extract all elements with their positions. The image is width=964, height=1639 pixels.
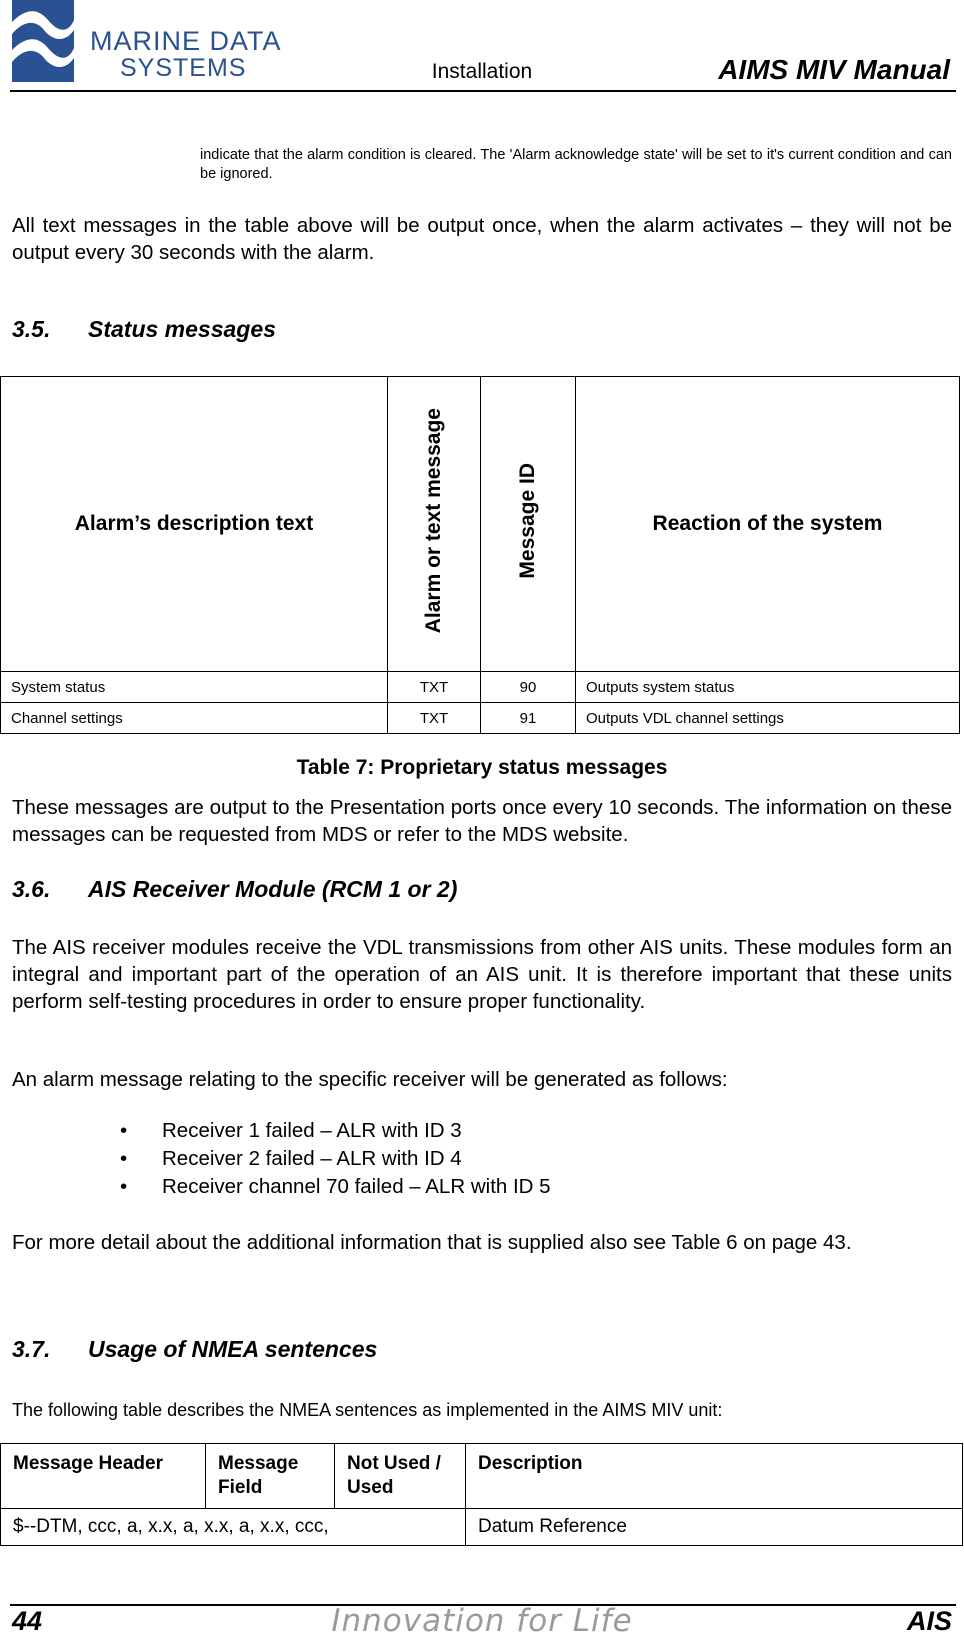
table-cell: TXT bbox=[388, 703, 481, 734]
footer-tagline: Innovation for Life bbox=[331, 1603, 633, 1639]
table-cell: 91 bbox=[481, 703, 576, 734]
receiver-alarm-list bbox=[120, 1117, 551, 1201]
section-title: Usage of NMEA sentences bbox=[88, 1336, 378, 1362]
column-header: Message Field bbox=[206, 1444, 335, 1509]
section-3-5-paragraph: These messages are output to the Presentation ports once every 10 seconds. The information on these messages can be requested from MDS or refer to the MDS website. bbox=[12, 796, 952, 846]
table-cell: Outputs VDL channel settings bbox=[576, 703, 960, 734]
header-title: AIMS MIV Manual bbox=[718, 54, 950, 85]
column-header: Not Used / Used bbox=[335, 1444, 466, 1509]
list-item: • Receiver 1 failed – ALR with ID 3 bbox=[120, 1117, 551, 1145]
logo-line-2: SYSTEMS bbox=[120, 54, 247, 82]
table-row bbox=[1, 703, 960, 734]
column-header: Alarm’s description text bbox=[1, 377, 388, 672]
status-messages-table bbox=[0, 376, 960, 734]
section-number: 3.5. bbox=[12, 316, 51, 342]
table-row bbox=[1, 672, 960, 703]
section-3-6-paragraph-1: The AIS receiver modules receive the VDL transmissions from other AIS units. These modules form an integral and important part of the operation of an AIS unit. It is therefore important that these units perform self-testing procedures in order to ensure proper functionality. bbox=[12, 936, 952, 1013]
section-heading-3-6 bbox=[12, 876, 457, 903]
section-title: Status messages bbox=[88, 316, 276, 342]
table-cell: 90 bbox=[481, 672, 576, 703]
intro-paragraph: All text messages in the table above will be output once, when the alarm activates – they will not be output every 30 seconds with the alarm. bbox=[12, 214, 952, 264]
table-cell: Outputs system status bbox=[576, 672, 960, 703]
section-number: 3.6. bbox=[12, 876, 51, 902]
column-header-label: Alarm or text message bbox=[422, 408, 445, 634]
nmea-sentences-table bbox=[0, 1443, 963, 1546]
header-section: Installation bbox=[431, 60, 533, 83]
section-heading-3-5 bbox=[12, 316, 276, 343]
table-cell: Datum Reference bbox=[466, 1509, 963, 1546]
continued-text: indicate that the alarm condition is cleared. The 'Alarm acknowledge state' will be set to it's current condition and can be ignored. bbox=[200, 147, 952, 182]
page-number: 44 bbox=[12, 1606, 43, 1636]
header-rule bbox=[10, 90, 956, 92]
section-heading-3-7 bbox=[12, 1336, 377, 1363]
column-header: Reaction of the system bbox=[576, 377, 960, 672]
column-header bbox=[388, 377, 481, 672]
column-header bbox=[481, 377, 576, 672]
column-header: Message Header bbox=[1, 1444, 206, 1509]
table-row bbox=[1, 1509, 963, 1546]
section-3-6-paragraph-2: An alarm message relating to the specific receiver will be generated as follows: bbox=[12, 1068, 728, 1091]
table-cell: Channel settings bbox=[1, 703, 388, 734]
column-header: Description bbox=[466, 1444, 963, 1509]
section-3-6-paragraph-3: For more detail about the additional information that is supplied also see Table 6 on page 43. bbox=[12, 1231, 852, 1254]
table-header-row bbox=[1, 1444, 963, 1509]
section-title: AIS Receiver Module (RCM 1 or 2) bbox=[88, 876, 458, 902]
logo-line-1: MARINE DATA bbox=[90, 26, 282, 56]
list-item: • Receiver 2 failed – ALR with ID 4 bbox=[120, 1145, 551, 1173]
column-header-label: Message ID bbox=[516, 463, 539, 579]
table-header-row bbox=[1, 377, 960, 672]
table-caption: Table 7: Proprietary status messages bbox=[296, 756, 668, 779]
table-cell: TXT bbox=[388, 672, 481, 703]
list-item: • Receiver channel 70 failed – ALR with ID 5 bbox=[120, 1173, 551, 1201]
table-cell: $--DTM, ccc, a, x.x, a, x.x, a, x.x, ccc, bbox=[1, 1509, 466, 1546]
section-3-7-paragraph: The following table describes the NMEA sentences as implemented in the AIMS MIV unit: bbox=[12, 1400, 723, 1420]
section-number: 3.7. bbox=[12, 1336, 51, 1362]
footer-right-label: AIS bbox=[906, 1606, 952, 1636]
table-cell: System status bbox=[1, 672, 388, 703]
